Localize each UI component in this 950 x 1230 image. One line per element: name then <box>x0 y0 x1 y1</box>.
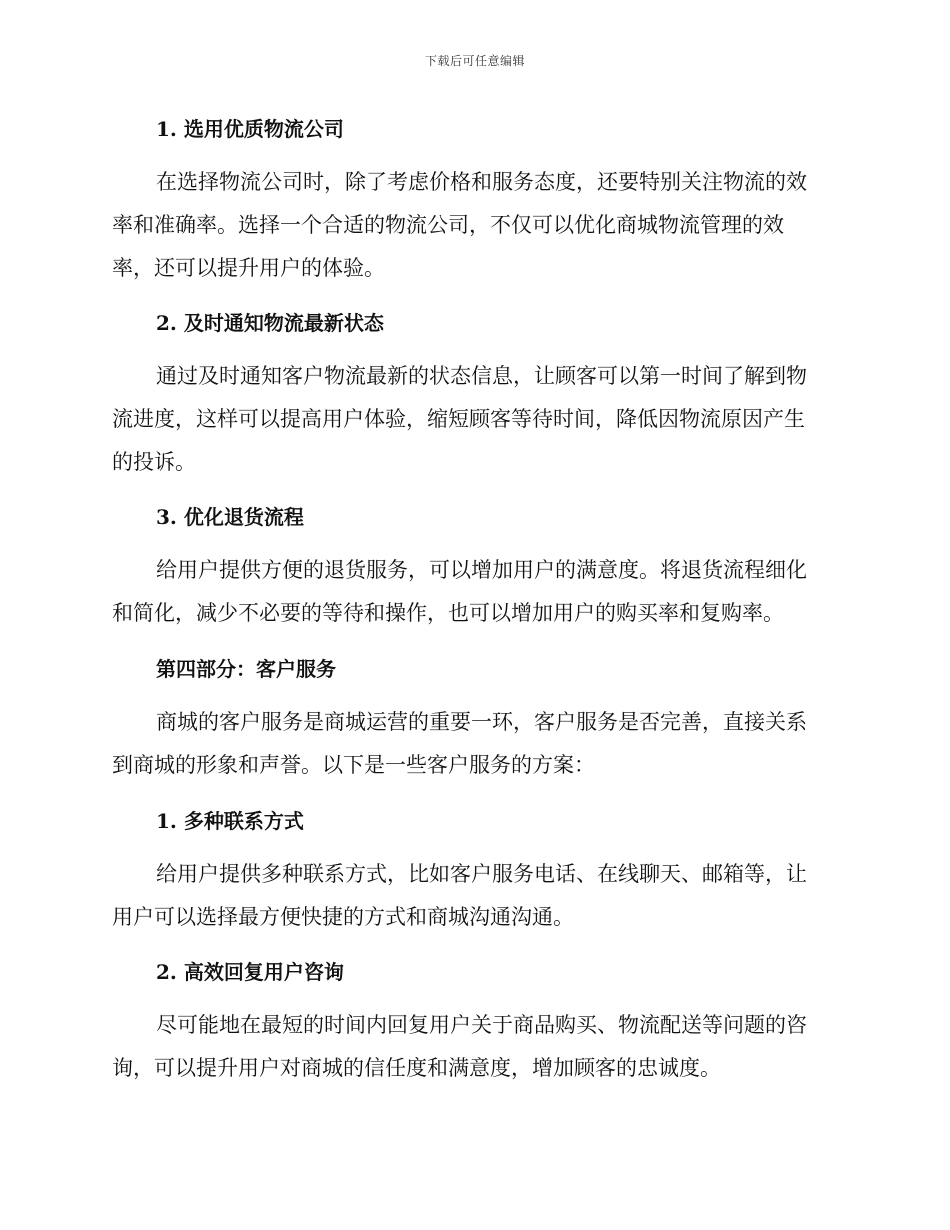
paragraph-line: 给用户提供多种联系方式，比如客户服务电话、在线聊天、邮箱等，让 <box>156 862 807 886</box>
section-heading: 2. 高效回复用户咨询 <box>156 960 344 984</box>
paragraph-line: 的投诉。 <box>112 450 196 474</box>
section-heading: 1. 选用优质物流公司 <box>156 117 344 141</box>
section-paragraph <box>112 1004 832 1090</box>
paragraph-line: 尽可能地在最短的时间内回复用户关于商品购买、物流配送等问题的咨 <box>156 1013 807 1037</box>
section-paragraph <box>112 549 832 635</box>
paragraph-line: 通过及时通知客户物流最新的状态信息，让顾客可以第一时间了解到物 <box>156 364 807 388</box>
paragraph-line: 到商城的形象和声誉。以下是一些客户服务的方案： <box>112 753 595 777</box>
section-paragraph <box>112 853 832 939</box>
paragraph-line: 给用户提供方便的退货服务，可以增加用户的满意度。将退货流程细化 <box>156 558 807 582</box>
paragraph-line: 询，可以提升用户对商城的信任度和满意度，增加顾客的忠诚度。 <box>112 1056 721 1080</box>
paragraph-line: 和简化，减少不必要的等待和操作，也可以增加用户的购买率和复购率。 <box>112 601 784 625</box>
paragraph-line: 流进度，这样可以提高用户体验，缩短顾客等待时间，降低因物流原因产生 <box>112 407 805 431</box>
paragraph-line: 率和准确率。选择一个合适的物流公司，不仅可以优化商城物流管理的效 <box>112 213 784 237</box>
paragraph-line: 率，还可以提升用户的体验。 <box>112 256 385 280</box>
section-paragraph <box>112 355 832 484</box>
page-header: 下载后可任意编辑 <box>424 54 525 68</box>
section-heading: 1. 多种联系方式 <box>156 809 304 833</box>
section-heading: 第四部分：客户服务 <box>156 657 336 681</box>
section-paragraph <box>112 701 832 787</box>
section-heading: 3. 优化退货流程 <box>156 505 304 529</box>
paragraph-line: 商城的客户服务是商城运营的重要一环，客户服务是否完善，直接关系 <box>156 710 807 734</box>
section-heading: 2. 及时通知物流最新状态 <box>156 311 384 335</box>
paragraph-line: 在选择物流公司时，除了考虑价格和服务态度，还要特别关注物流的效 <box>156 170 807 194</box>
paragraph-line: 用户可以选择最方便快捷的方式和商城沟通沟通。 <box>112 905 574 929</box>
section-paragraph <box>112 161 832 290</box>
